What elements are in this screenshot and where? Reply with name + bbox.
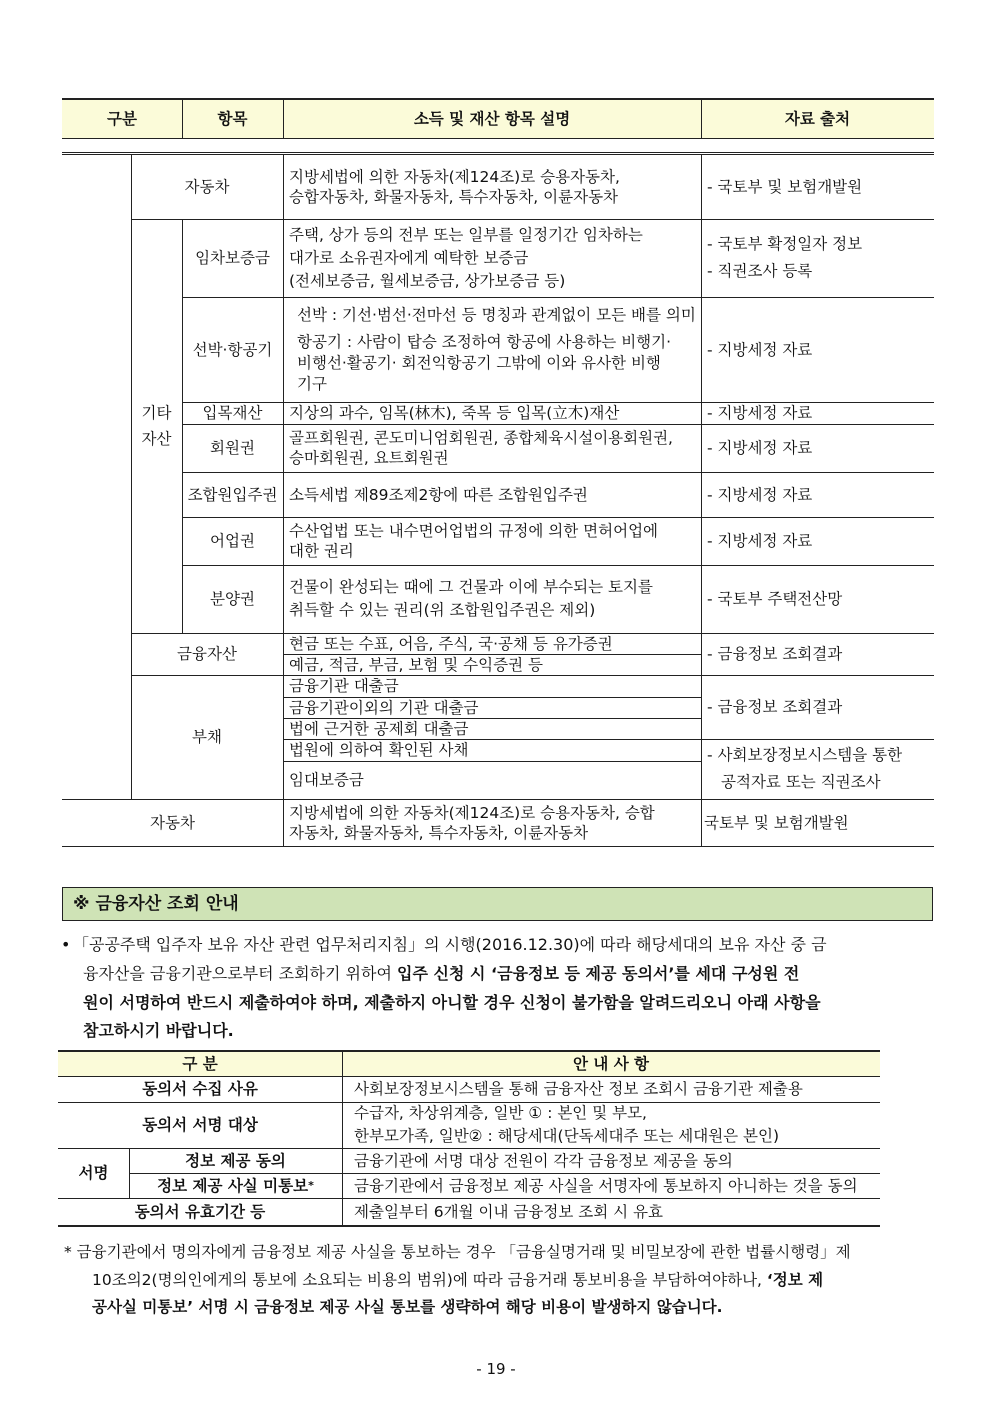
row-desc-presale-right bbox=[283, 565, 701, 633]
row-desc-debt: 법원에 의하여 확인된 사채 bbox=[289, 741, 469, 759]
target-value-line: 한부모가족, 일반② : 해당세대(단독세대주 또는 세대원은 본인) bbox=[354, 1127, 780, 1145]
valid-value: 제출일부터 6개월 이내 금융정보 조회 시 유효 bbox=[354, 1202, 663, 1221]
footnote-line-1: * 금융기관에서 명의자에게 금융정보 제공 사실을 통보하는 경우 「금융실명거래 및 비밀보장에 관한 법률시행령」제 bbox=[64, 1243, 851, 1261]
desc-line: 대가로 소유권자에게 예탁한 보증금 bbox=[289, 248, 529, 267]
nonotice-value: 금융기관에서 금융정보 제공 사실을 서명자에 통보하지 아니하는 것을 동의 bbox=[354, 1176, 858, 1195]
footnote-line-2-bold: ‘정보 제 bbox=[766, 1271, 824, 1289]
sign-label: 서명 bbox=[78, 1164, 109, 1182]
desc-line: 골프회원권, 콘도미니엄회원권, 종합체육시설이용회원권, bbox=[289, 429, 673, 447]
notice-title: ※ 금융자산 조회 안내 bbox=[73, 894, 239, 914]
row-source-car-bottom: 국토부 및 보험개발원 bbox=[704, 813, 849, 832]
row-desc-debt: 임대보증금 bbox=[289, 771, 364, 789]
source-line: - 국토부 확정일자 정보 bbox=[707, 235, 863, 253]
notice-line-2-normal: 융자산을 금융기관으로부터 조회하기 위하여 bbox=[83, 964, 398, 983]
desc-line bbox=[289, 167, 697, 187]
row-desc-membership bbox=[283, 424, 701, 472]
other-assets-label-line: 기타 bbox=[141, 404, 172, 422]
row-item-car: 자동차 bbox=[184, 178, 230, 196]
desc-line-text: 지방세법에 의한 자동차(제124조)로 승용자동차, bbox=[289, 168, 620, 186]
source-line: - 사회보장정보시스템을 통한 bbox=[707, 746, 903, 764]
footnote-line-3: 공사실 미통보’ 서명 시 금융정보 제공 사실 통보를 생략하여 해당 비용이 발생하지 않습니다. bbox=[92, 1298, 723, 1316]
row-item-union-right: 조합원입주권 bbox=[187, 485, 278, 504]
row-source-financial: - 금융정보 조회결과 bbox=[707, 645, 843, 663]
other-assets-label bbox=[131, 400, 182, 452]
nonotice-label-text: 정보 제공 사실 미통보 bbox=[157, 1176, 309, 1195]
notice-line-2-bold: 입주 신청 시 ‘금융정보 등 제공 동의서’를 세대 구성원 전 bbox=[397, 964, 800, 983]
desc-line: 항공기 : 사람이 탑승 조정하여 항공에 사용하는 비행기· bbox=[297, 332, 672, 351]
row-source-standing-timber: - 지방세정 자료 bbox=[707, 404, 813, 422]
desc-line: (전세보증금, 월세보증금, 상가보증금 등) bbox=[289, 271, 566, 290]
notice-line-3: 원이 서명하여 반드시 제출하여야 하며, 제출하지 아니할 경우 신청이 불가함을 알려드리오니 아래 사항을 bbox=[83, 993, 821, 1012]
table2-header-category: 구 분 bbox=[182, 1054, 218, 1073]
row-item-financial: 금융자산 bbox=[177, 645, 237, 663]
row-desc-car-bottom bbox=[283, 799, 701, 846]
row-desc-deposit bbox=[283, 219, 701, 297]
row-source-car: - 국토부 및 보험개발원 bbox=[707, 178, 863, 196]
notice-line-1: 「공공주택 입주자 보유 자산 관련 업무처리지침」의 시행(2016.12.30)에 따라 해당세대의 보유 자산 중 금 bbox=[73, 935, 827, 954]
target-value-line: 수급자, 차상위계층, 일반 ① : 본인 및 부모, bbox=[354, 1104, 647, 1122]
reason-value: 사회보장정보시스템을 통해 금융자산 정보 조회시 금융기관 제출용 bbox=[354, 1080, 803, 1098]
target-value bbox=[342, 1102, 880, 1148]
desc-line: 지방세법에 의한 자동차(제124조)로 승용자동차, 승합 bbox=[289, 803, 655, 822]
desc-line: 대한 권리 bbox=[289, 542, 354, 560]
row-source-fishery-right: - 지방세정 자료 bbox=[707, 532, 813, 550]
row-desc-debt: 금융기관이외의 기관 대출금 bbox=[289, 698, 479, 717]
row-desc-car bbox=[283, 155, 701, 219]
source-line: 공적자료 또는 직권조사 bbox=[721, 773, 881, 791]
desc-line: 기구 bbox=[297, 374, 327, 393]
desc-line: 자동차, 화물자동차, 특수자동차, 이륜자동차 bbox=[289, 823, 589, 842]
desc-line: 승합자동차, 화물자동차, 특수자동차, 이륜자동차 bbox=[289, 188, 619, 206]
row-item-ship-aircraft: 선박·항공기 bbox=[192, 340, 273, 359]
header-divider bbox=[182, 99, 183, 138]
row-source-union-right: - 지방세정 자료 bbox=[707, 485, 813, 504]
header-source: 자료 출처 bbox=[784, 109, 851, 128]
valid-label: 동의서 유효기간 등 bbox=[134, 1202, 266, 1221]
desc-line: 승마회원권, 요트회원권 bbox=[289, 449, 449, 467]
target-label: 동의서 서명 대상 bbox=[142, 1116, 258, 1134]
row-item-standing-timber: 입목재산 bbox=[202, 404, 263, 422]
bullet-icon: • bbox=[61, 935, 71, 954]
row-desc-union-right: 소득세법 제89조제2항에 따른 조합원입주권 bbox=[289, 485, 588, 504]
notice-line-2 bbox=[83, 959, 943, 988]
row-source-membership: - 지방세정 자료 bbox=[707, 439, 813, 457]
row-source-deposit bbox=[701, 219, 934, 297]
header-item: 항목 bbox=[217, 109, 248, 128]
row-source-debt-social bbox=[701, 739, 934, 799]
header-category: 구분 bbox=[107, 109, 137, 128]
grid-line bbox=[58, 1050, 880, 1052]
other-assets-label-line: 자산 bbox=[141, 430, 172, 448]
desc-line: 건물이 완성되는 때에 그 건물과 이에 부수되는 토지를 bbox=[289, 578, 653, 596]
header-top-border bbox=[62, 98, 934, 100]
row-source-debt: - 금융정보 조회결과 bbox=[707, 698, 843, 716]
grid-line bbox=[58, 1225, 880, 1227]
header-divider bbox=[283, 99, 284, 138]
desc-line: 취득할 수 있는 권리(위 조합원입주권은 제외) bbox=[289, 601, 596, 619]
desc-line: 선박 : 기선·범선·전마선 등 명칭과 관계없이 모든 배를 의미 bbox=[297, 305, 696, 324]
consent-value: 금융기관에 서명 대상 전원이 각각 금융정보 제공을 동의 bbox=[354, 1151, 733, 1170]
consent-label: 정보 제공 동의 bbox=[185, 1151, 286, 1170]
nonotice-label: 정보 제공 사실 미통보 * bbox=[157, 1176, 314, 1195]
notice-line-4: 참고하시기 바랍니다. bbox=[83, 1021, 234, 1040]
desc-line: 주택, 상가 등의 전부 또는 일부를 일정기간 임차하는 bbox=[289, 225, 643, 244]
header-double-line bbox=[62, 152, 934, 153]
row-item-membership: 회원권 bbox=[210, 439, 255, 457]
row-desc-debt: 금융기관 대출금 bbox=[289, 677, 399, 695]
source-line: - 직권조사 등록 bbox=[707, 262, 813, 280]
header-divider bbox=[701, 99, 702, 138]
row-item-deposit: 임차보증금 bbox=[195, 249, 270, 267]
footnote-line-2 bbox=[92, 1266, 823, 1294]
row-item-fishery-right: 어업권 bbox=[210, 532, 255, 550]
row-item-presale-right: 분양권 bbox=[210, 590, 255, 608]
header-description: 소득 및 재산 항목 설명 bbox=[413, 109, 571, 128]
row-item-car-bottom: 자동차 bbox=[150, 813, 195, 832]
desc-line: 비행선·활공기· 회전익항공기 그밖에 이와 유사한 비행 bbox=[297, 353, 661, 372]
row-source-ship-aircraft: - 지방세정 자료 bbox=[707, 340, 813, 359]
footnote-line-2-normal: 10조의2(명의인에게의 통보에 소요되는 비용의 범위)에 따라 금융거래 통보비용을 부담하여야하나, bbox=[92, 1271, 767, 1289]
row-source-presale-right: - 국토부 주택전산망 bbox=[707, 590, 843, 608]
page-number: - 19 - bbox=[476, 1360, 516, 1378]
row-desc-debt: 법에 근거한 공제회 대출금 bbox=[289, 719, 469, 738]
reason-label: 동의서 수집 사유 bbox=[142, 1080, 258, 1098]
table2-header-guide: 안 내 사 항 bbox=[572, 1054, 650, 1073]
row-item-debt: 부채 bbox=[192, 728, 222, 746]
desc-line: 수산업법 또는 내수면어업법의 규정에 의한 면허어업에 bbox=[289, 522, 659, 540]
row-desc-financial: 예금, 적금, 부금, 보험 및 수익증권 등 bbox=[289, 655, 543, 674]
table-bottom-border bbox=[62, 846, 934, 847]
row-desc-standing-timber: 지상의 과수, 임목(林木), 죽목 등 입목(立木)재산 bbox=[289, 404, 620, 422]
row-desc-ship-aircraft bbox=[283, 297, 701, 402]
row-desc-financial: 현금 또는 수표, 어음, 주식, 국·공채 등 유가증권 bbox=[289, 634, 613, 653]
row-desc-fishery-right bbox=[283, 517, 701, 565]
header-bottom-border bbox=[62, 138, 934, 139]
